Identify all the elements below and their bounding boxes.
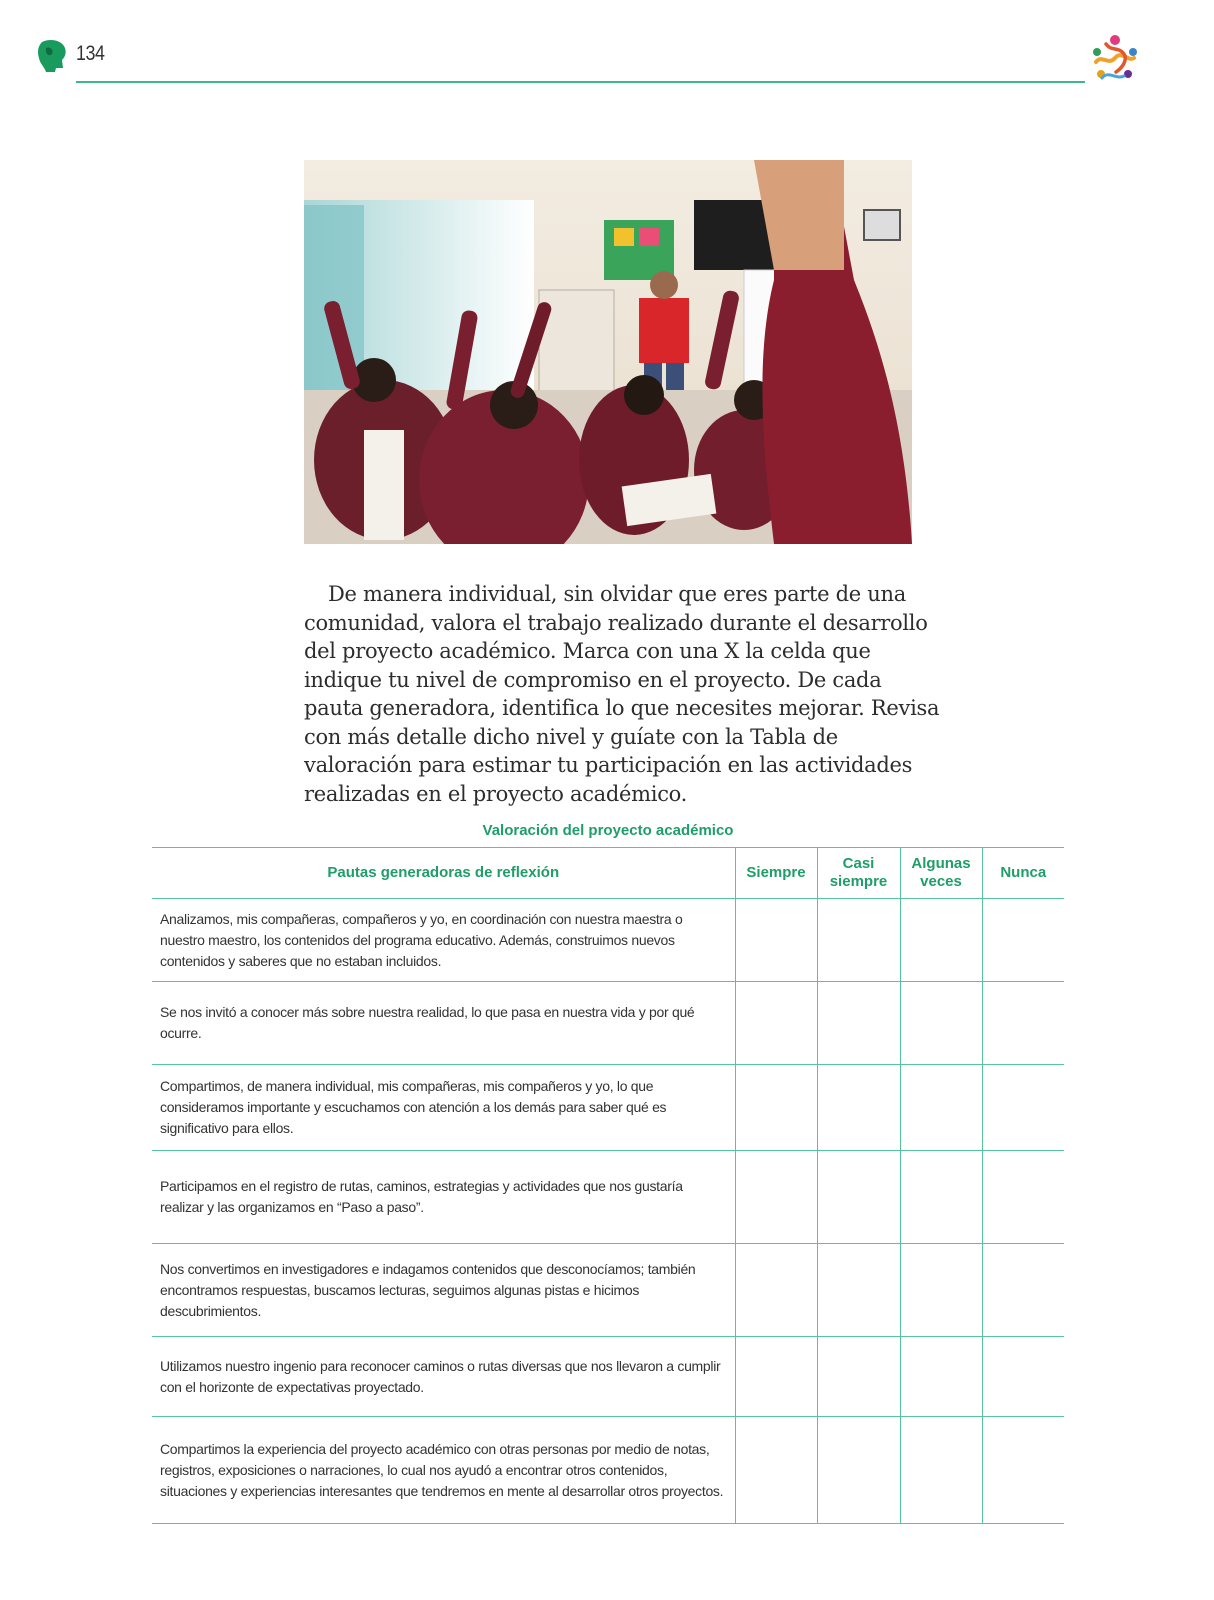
classroom-photo	[304, 160, 912, 544]
assessment-table	[152, 847, 1064, 1524]
checkbox-cell-siempre[interactable]	[735, 1417, 817, 1524]
pauta-cell: Se nos invitó a conocer más sobre nuestra realidad, lo que pasa en nuestra vida y por qué ocurre.	[152, 982, 735, 1065]
checkbox-cell-nunca[interactable]	[982, 1065, 1064, 1151]
checkbox-cell-nunca[interactable]	[982, 1417, 1064, 1524]
checkbox-cell-nunca[interactable]	[982, 982, 1064, 1065]
checkbox-cell-casi-siempre[interactable]	[817, 1337, 900, 1417]
checkbox-cell-nunca[interactable]	[982, 899, 1064, 982]
header-nunca: Nunca	[982, 848, 1064, 899]
checkbox-cell-casi-siempre[interactable]	[817, 1065, 900, 1151]
table-row	[152, 899, 1064, 982]
checkbox-cell-siempre[interactable]	[735, 982, 817, 1065]
checkbox-cell-algunas-veces[interactable]	[900, 1151, 982, 1244]
colorful-community-logo-icon	[1088, 32, 1142, 86]
checkbox-cell-nunca[interactable]	[982, 1244, 1064, 1337]
table-title: Valoración del proyecto académico	[482, 822, 734, 839]
intro-paragraph: De manera individual, sin olvidar que eres parte de una comunidad, valora el trabajo realizado durante el desarrollo del proyecto académico. Marca con una X la celda que indique tu nivel de compromiso en el proyecto. De cada pauta generadora, identifica lo que necesites mejorar. Revisa con más detalle dicho nivel y guíate con la Tabla de valoración para estimar tu participación en las actividades realizadas en el proyecto académico.	[304, 582, 940, 806]
checkbox-cell-algunas-veces[interactable]	[900, 1337, 982, 1417]
checkbox-cell-casi-siempre[interactable]	[817, 1151, 900, 1244]
pauta-cell: Compartimos la experiencia del proyecto académico con otras personas por medio de notas, registros, exposiciones o narraciones, lo cual nos ayudó a encontrar otros contenidos, situaciones y experiencias interesantes que tendremos en mente al desarrollar otros proyectos.	[152, 1417, 735, 1524]
header-rule	[76, 81, 1085, 83]
checkbox-cell-casi-siempre[interactable]	[817, 1244, 900, 1337]
checkbox-cell-siempre[interactable]	[735, 899, 817, 982]
checkbox-cell-siempre[interactable]	[735, 1065, 817, 1151]
checkbox-cell-nunca[interactable]	[982, 1151, 1064, 1244]
checkbox-cell-algunas-veces[interactable]	[900, 1244, 982, 1337]
pauta-cell: Nos convertimos en investigadores e indagamos contenidos que desconocíamos; también encontramos respuestas, buscamos lecturas, seguimos algunas pistas e hicimos descubrimientos.	[152, 1244, 735, 1337]
header-pautas: Pautas generadoras de reflexión	[152, 848, 735, 899]
checkbox-cell-casi-siempre[interactable]	[817, 899, 900, 982]
checkbox-cell-nunca[interactable]	[982, 1337, 1064, 1417]
pauta-cell: Participamos en el registro de rutas, caminos, estrategias y actividades que nos gustaría realizar y las organizamos en “Paso a paso”.	[152, 1151, 735, 1244]
page-number: 134	[76, 42, 105, 65]
header-algunas-veces: Algunas veces	[900, 848, 982, 899]
checkbox-cell-algunas-veces[interactable]	[900, 1065, 982, 1151]
pauta-cell: Utilizamos nuestro ingenio para reconocer caminos o rutas diversas que nos llevaron a cumplir con el horizonte de expectativas proyectado.	[152, 1337, 735, 1417]
table-header-row	[152, 848, 1064, 899]
table-row	[152, 1244, 1064, 1337]
page-header	[0, 0, 1214, 100]
checkbox-cell-algunas-veces[interactable]	[900, 982, 982, 1065]
table-row	[152, 982, 1064, 1065]
header-siempre: Siempre	[735, 848, 817, 899]
table-row	[152, 1065, 1064, 1151]
pauta-cell: Analizamos, mis compañeras, compañeros y yo, en coordinación con nuestra maestra o nuestro maestro, los contenidos del programa educativo. Además, construimos nuevos contenidos y saberes que no estaban incluidos.	[152, 899, 735, 982]
checkbox-cell-siempre[interactable]	[735, 1151, 817, 1244]
table-row	[152, 1151, 1064, 1244]
checkbox-cell-siempre[interactable]	[735, 1244, 817, 1337]
classroom-students-raising-hands-photo	[304, 160, 912, 544]
leaf-head-icon	[36, 38, 68, 74]
pauta-cell: Compartimos, de manera individual, mis compañeras, mis compañeros y yo, lo que consideramos importante y escuchamos con atención a los demás para saber qué es significativo para ellos.	[152, 1065, 735, 1151]
checkbox-cell-siempre[interactable]	[735, 1337, 817, 1417]
table-row	[152, 1337, 1064, 1417]
checkbox-cell-casi-siempre[interactable]	[817, 1417, 900, 1524]
checkbox-cell-algunas-veces[interactable]	[900, 899, 982, 982]
checkbox-cell-casi-siempre[interactable]	[817, 982, 900, 1065]
header-casi-siempre: Casi siempre	[817, 848, 900, 899]
table-row	[152, 1417, 1064, 1524]
checkbox-cell-algunas-veces[interactable]	[900, 1417, 982, 1524]
